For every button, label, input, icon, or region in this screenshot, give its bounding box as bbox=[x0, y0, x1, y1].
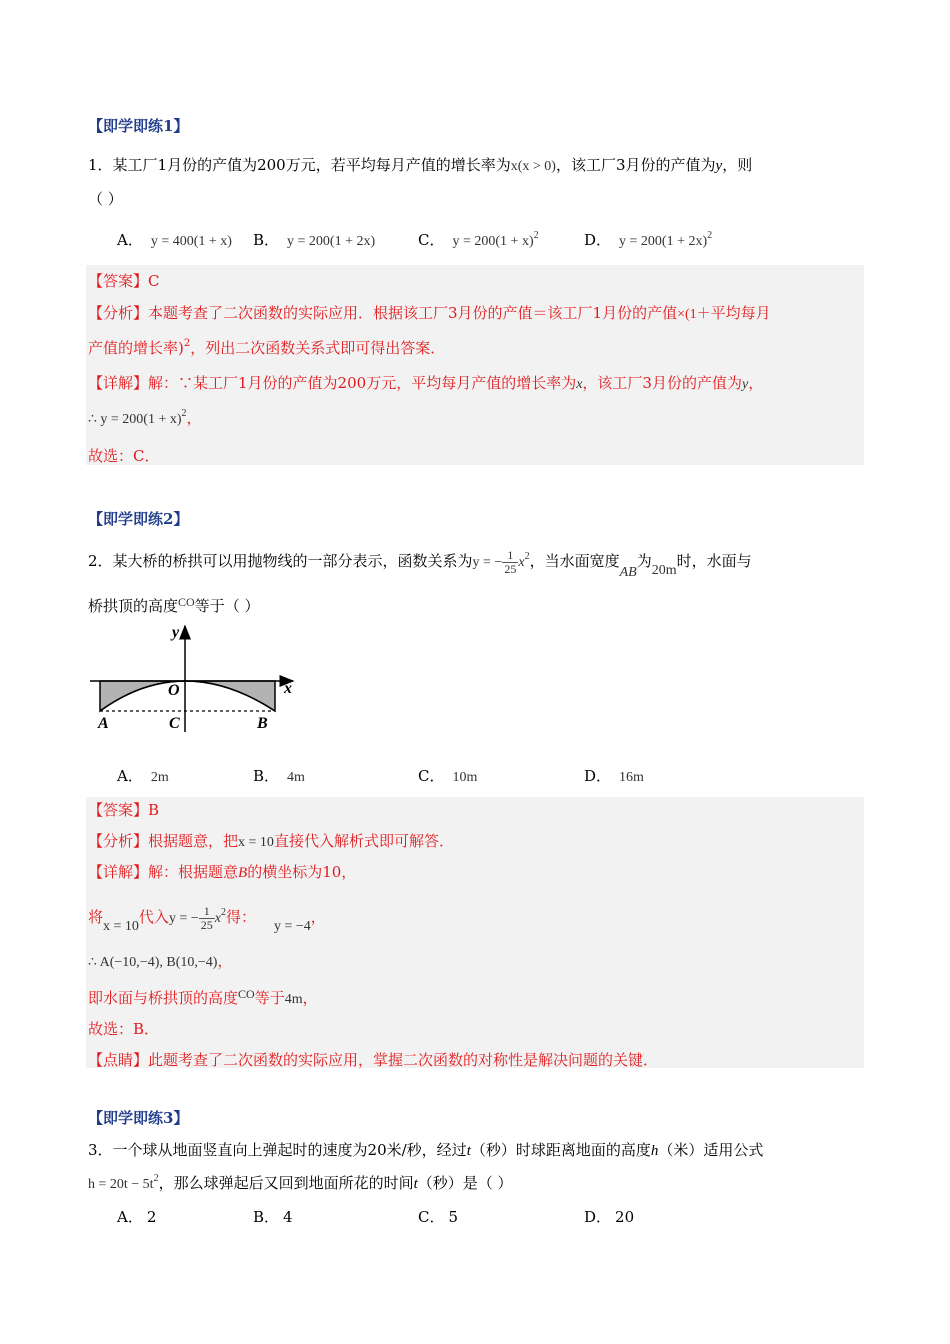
sub-end: ， bbox=[310, 908, 326, 926]
q1-solution-box bbox=[86, 265, 864, 465]
q1-analysis-line1 bbox=[88, 303, 771, 325]
analysis-d: ，列出二次函数关系式即可得出答案． bbox=[190, 339, 446, 357]
option-label: A． bbox=[117, 231, 143, 249]
detail-x: x bbox=[576, 377, 583, 392]
q3-option-b[interactable] bbox=[253, 1207, 293, 1227]
height-a: 即水面与桥拱顶的高度 bbox=[88, 989, 239, 1007]
answer-tag: 【答案】 bbox=[88, 801, 149, 819]
option-label: A． bbox=[117, 767, 143, 785]
detail-b: ，该工厂3月份的产值为 bbox=[582, 374, 742, 392]
q2-stem-a: 2．某大桥的桥拱可以用抛物线的一部分表示，函数关系为 bbox=[88, 552, 473, 570]
q2-line2-b: 等于（ ） bbox=[194, 597, 260, 615]
q3-formula: h = 20t − 5t bbox=[88, 1177, 154, 1192]
option-label: A． bbox=[117, 1208, 143, 1226]
q2-answer bbox=[88, 800, 159, 820]
option-math: 16m bbox=[619, 770, 644, 785]
coords-math: ∴ A(−10,−4), B(10,−4) bbox=[88, 955, 218, 970]
option-math: y = 200(1 + 2x) bbox=[287, 234, 376, 249]
option-math: 20 bbox=[615, 1208, 635, 1226]
option-math: 5 bbox=[448, 1208, 459, 1226]
sub-func-lhs: y = − bbox=[168, 911, 199, 926]
q1-option-a[interactable] bbox=[117, 230, 232, 252]
q3-h: h bbox=[650, 1143, 659, 1159]
q2-option-b[interactable] bbox=[253, 766, 305, 788]
q3-line2-b: ，那么球弹起后又回到地面所花的时间 bbox=[158, 1174, 414, 1192]
detail-c: 的横坐标为10， bbox=[247, 863, 357, 881]
q1-stem-c: ，则 bbox=[722, 156, 753, 174]
q1-option-b[interactable] bbox=[253, 230, 375, 252]
option-math: 4m bbox=[287, 770, 305, 785]
height-b: 等于 bbox=[254, 989, 285, 1007]
q2-bridge-figure bbox=[88, 620, 308, 735]
y-axis-label: y bbox=[172, 624, 180, 641]
sub-b: 代入 bbox=[138, 908, 169, 926]
sub-func-fraction bbox=[199, 905, 215, 932]
section-title-3: 【即学即练3】 bbox=[88, 1109, 189, 1127]
q2-stem-c: 为 bbox=[636, 552, 652, 570]
option-math: y = 400(1 + x) bbox=[150, 234, 232, 249]
point-a-label: A bbox=[98, 715, 109, 732]
option-math: 2m bbox=[150, 770, 169, 785]
analysis-a: 根据题意，把 bbox=[148, 832, 239, 850]
section-title-1: 【即学即练1】 bbox=[88, 117, 189, 135]
answer-value: B bbox=[148, 801, 160, 819]
detail-tag: 【详解】 bbox=[88, 374, 149, 392]
q3-stem-line1 bbox=[88, 1140, 763, 1161]
q2-option-c[interactable] bbox=[418, 766, 477, 788]
q2-stem-d: 时，水面与 bbox=[676, 552, 752, 570]
q2-width: 20m bbox=[651, 563, 677, 578]
q2-ab: AB bbox=[619, 565, 637, 580]
q1-equation bbox=[88, 408, 202, 430]
option-label: D． bbox=[584, 767, 612, 785]
option-sup: 2 bbox=[707, 230, 713, 241]
q2-choose: 故选：B． bbox=[88, 1020, 160, 1038]
q2-func-lhs: y = − bbox=[472, 555, 503, 570]
detail-a: 解：∵某工厂1月份的产值为200万元，平均每月产值的增长率为 bbox=[148, 374, 577, 392]
q3-t2: t bbox=[413, 1176, 418, 1192]
q1-analysis-line2 bbox=[88, 338, 445, 358]
sub-func-sup: 2 bbox=[220, 907, 226, 918]
height-val: 4m bbox=[284, 992, 303, 1007]
option-math: y = 200(1 + 2x) bbox=[619, 234, 708, 249]
origin-label: O bbox=[168, 682, 180, 699]
q1-stem-math: x(x > 0) bbox=[510, 159, 556, 174]
option-label: B． bbox=[253, 1208, 280, 1226]
q3-t1: t bbox=[466, 1143, 471, 1159]
q3-option-a[interactable] bbox=[117, 1207, 156, 1227]
detail-tag: 【详解】 bbox=[88, 863, 149, 881]
q2-func-sup: 2 bbox=[524, 551, 530, 562]
q2-option-d[interactable] bbox=[584, 766, 644, 788]
q2-option-a[interactable] bbox=[117, 766, 169, 788]
equation-sup: 2 bbox=[181, 408, 187, 419]
point-c-label: C bbox=[169, 715, 180, 732]
point-text: 此题考查了二次函数的实际应用，掌握二次函数的对称性是解决问题的关键． bbox=[148, 1051, 659, 1069]
fraction-num: 1 bbox=[502, 549, 518, 563]
option-math: 10m bbox=[452, 770, 478, 785]
option-label: C． bbox=[418, 1208, 445, 1226]
option-label: C． bbox=[418, 767, 445, 785]
q2-line2-a: 桥拱顶的高度 bbox=[88, 597, 179, 615]
analysis-b: 直接代入解析式即可解答． bbox=[273, 832, 454, 850]
q1-option-c[interactable] bbox=[418, 230, 539, 252]
analysis-tag: 【分析】 bbox=[88, 304, 149, 322]
height-co: CO bbox=[238, 987, 255, 1001]
fraction-den: 25 bbox=[200, 917, 213, 932]
q3-line2-c: （秒）是（ ） bbox=[417, 1174, 513, 1192]
q3-stem-line2 bbox=[88, 1173, 513, 1195]
option-math: 4 bbox=[283, 1208, 293, 1226]
q2-stem-line1 bbox=[88, 542, 752, 582]
q2-height bbox=[88, 988, 318, 1010]
q2-func-fraction bbox=[502, 549, 518, 576]
answer-value: C bbox=[148, 272, 160, 290]
point-tag: 【点睛】 bbox=[88, 1051, 149, 1069]
equation-math: ∴ y = 200(1 + x) bbox=[88, 412, 182, 427]
analysis-tag: 【分析】 bbox=[88, 832, 149, 850]
q1-option-d[interactable] bbox=[584, 230, 712, 252]
q3-stem-b: （秒）时球距离地面的高度 bbox=[470, 1141, 651, 1159]
q2-point bbox=[88, 1050, 658, 1070]
analysis-mul: ×(1＋ bbox=[677, 307, 711, 322]
q2-analysis bbox=[88, 831, 454, 853]
q2-coords bbox=[88, 951, 232, 973]
q3-stem-a: 3．一个球从地面竖直向上弹起时的速度为20米/秒，经过 bbox=[88, 1141, 467, 1159]
q1-choose: 故选：C． bbox=[88, 447, 160, 465]
analysis-a: 本题考查了二次函数的实际应用．根据该工厂3月份的产值＝该工厂1月份的产值 bbox=[148, 304, 678, 322]
option-sup: 2 bbox=[533, 230, 539, 241]
sub-a: 将 bbox=[88, 908, 104, 926]
option-label: D． bbox=[584, 231, 612, 249]
analysis-c: 产值的增长率) bbox=[88, 339, 184, 357]
option-label: C． bbox=[418, 231, 445, 249]
coords-end: ， bbox=[217, 952, 233, 970]
q1-paren: （ ） bbox=[88, 190, 123, 208]
q3-option-d[interactable] bbox=[584, 1207, 634, 1227]
analysis-sup: 2 bbox=[183, 338, 191, 349]
analysis-math: x = 10 bbox=[238, 835, 274, 850]
q1-stem-var: y bbox=[715, 158, 723, 174]
x-axis-label: x bbox=[284, 680, 292, 697]
q1-detail-line bbox=[88, 373, 763, 395]
q1-stem-line1 bbox=[88, 155, 752, 177]
sub-c: 得： bbox=[225, 908, 256, 926]
q2-detail bbox=[88, 862, 356, 883]
q2-substitute bbox=[88, 898, 326, 938]
option-math: 2 bbox=[146, 1208, 157, 1226]
equation-tail: ， bbox=[186, 409, 202, 427]
detail-a: 解：根据题意 bbox=[148, 863, 239, 881]
q1-stem-b: ，该工厂3月份的产值为 bbox=[555, 156, 716, 174]
q2-co: CO bbox=[178, 595, 195, 609]
option-label: D． bbox=[584, 1208, 612, 1226]
q1-answer bbox=[88, 271, 160, 291]
q3-stem-c: （米）适用公式 bbox=[658, 1141, 764, 1159]
height-end: ， bbox=[302, 989, 318, 1007]
q2-func-rhs: x bbox=[518, 555, 525, 570]
sub-func-rhs: x bbox=[214, 911, 221, 926]
q2-stem-line2 bbox=[88, 596, 259, 617]
fraction-num: 1 bbox=[199, 905, 215, 919]
fraction-den: 25 bbox=[504, 561, 517, 576]
sub-result: y = −4 bbox=[273, 919, 311, 934]
option-label: B． bbox=[253, 767, 280, 785]
analysis-b: 平均每月 bbox=[710, 304, 771, 322]
sub-x: x = 10 bbox=[103, 919, 139, 934]
q1-stem-a: 1．某工厂1月份的产值为200万元，若平均每月产值的增长率为 bbox=[88, 156, 511, 174]
q3-formula-sup: 2 bbox=[153, 1173, 159, 1184]
detail-y: y bbox=[741, 377, 749, 392]
option-label: B． bbox=[253, 231, 280, 249]
answer-tag: 【答案】 bbox=[88, 272, 149, 290]
point-b-label: B bbox=[257, 715, 268, 732]
q2-stem-b: ，当水面宽度 bbox=[529, 552, 620, 570]
q3-option-c[interactable] bbox=[418, 1207, 458, 1227]
detail-b-var: B bbox=[238, 865, 248, 881]
section-title-2: 【即学即练2】 bbox=[88, 510, 189, 528]
option-math: y = 200(1 + x) bbox=[452, 234, 534, 249]
detail-c: ， bbox=[748, 374, 764, 392]
